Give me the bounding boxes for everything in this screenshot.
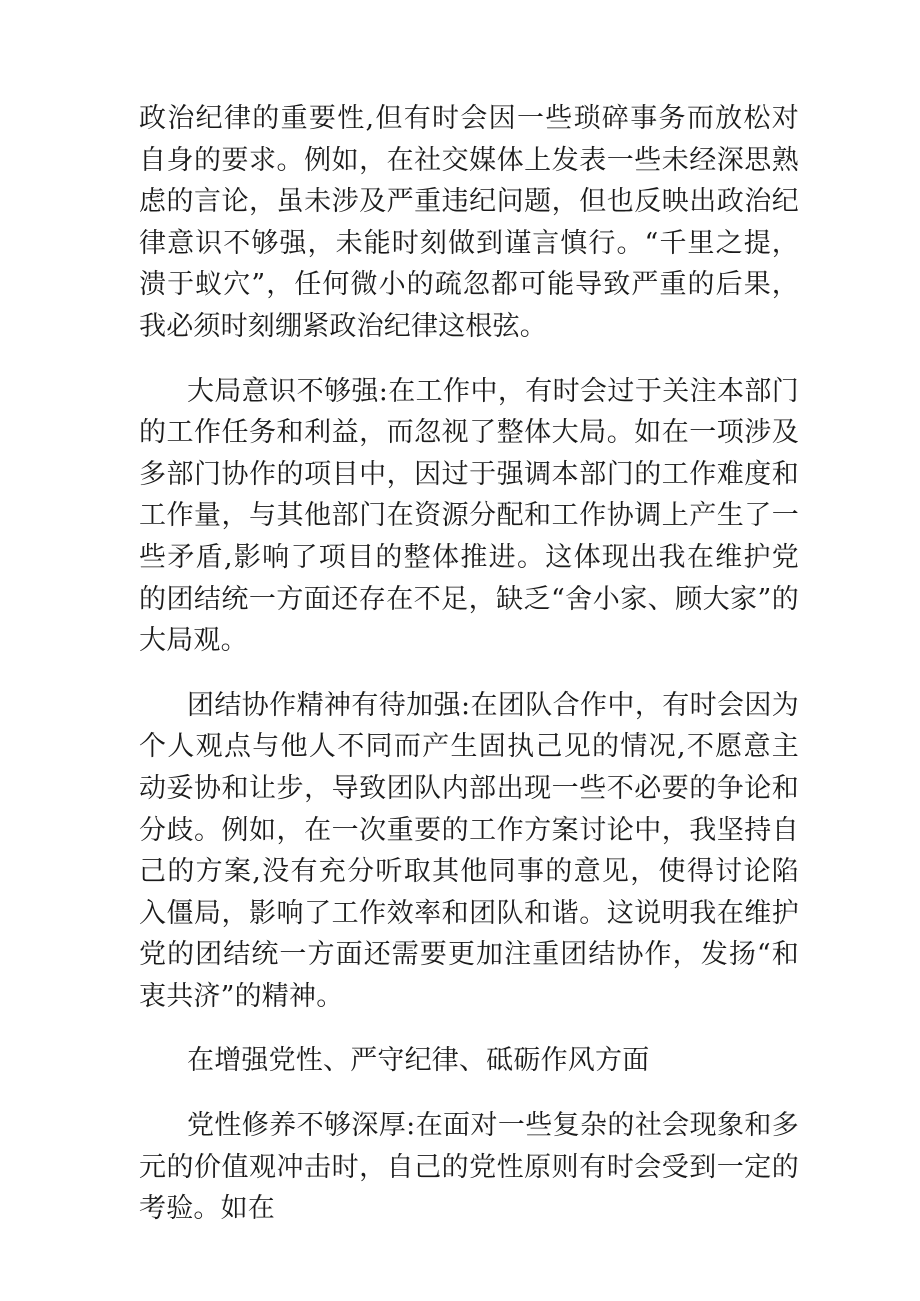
paragraph-spacer [139, 1082, 799, 1105]
document-body [139, 98, 799, 1230]
paragraph-party-spirit: 党性修养不够深厚:在面对一些复杂的社会现象和多元的价值观冲击时，自己的党性原则有时会受到一定的考验。如在 [139, 1110, 799, 1225]
section-heading: 在增强党性、严守纪律、砥砺作风方面 [187, 1045, 650, 1077]
paragraph-spacer [139, 348, 799, 371]
paragraph-spacer [139, 662, 799, 685]
paragraph-overall-awareness: 大局意识不够强:在工作中，有时会过于关注本部门的工作任务和利益，而忽视了整体大局。如在一项涉及多部门协作的项目中，因过于强调本部门的工作难度和工作量，与其他部门在资源分配和工作协调上产生了一些矛盾,影响了项目的整体推进。这体现出我在维护党的团结统一方面还存在不足，缺乏“舍小家、顾大家”的大局观。 [139, 375, 799, 657]
paragraph-teamwork: 团结协作精神有待加强:在团队合作中，有时会因为个人观点与他人不同而产生固执己见的情况,不愿意主动妥协和让步，导致团队内部出现一些不必要的争论和分歧。例如，在一次重要的工作方案讨论中，我坚持自己的方案,没有充分听取其他同事的意见，使得讨论陷入僵局，影响了工作效率和团队和谐。这说明我在维护党的团结统一方面还需要更加注重团结协作，发扬“和衷共济”的精神。 [139, 689, 799, 1012]
paragraph-political-discipline: 政治纪律的重要性,但有时会因一些琐碎事务而放松对自身的要求。例如，在社交媒体上发表一些未经深思熟虑的言论，虽未涉及严重违纪问题，但也反映出政治纪律意识不够强，未能时刻做到谨言慎行。“千里之提，溃于蚁穴”，任何微小的疏忽都可能导致严重的后果，我必须时刻绷紧政治纪律这根弦。 [139, 103, 799, 342]
paragraph-spacer [139, 1017, 799, 1040]
